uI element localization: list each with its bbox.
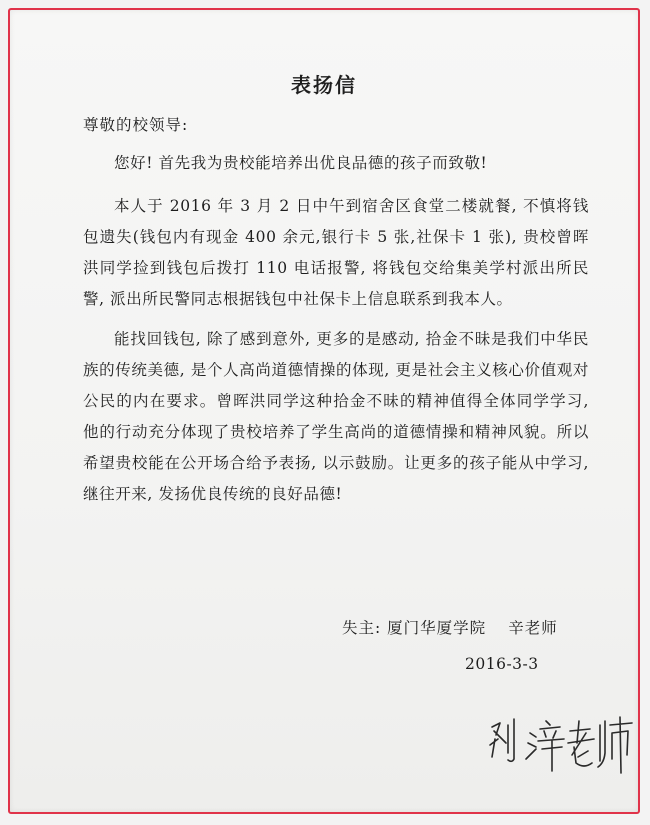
paragraph-incident: 本人于 2016 年 3 月 2 日中午到宿舍区食堂二楼就餐, 不慎将钱包遗失(钱包内有现金 400 余元,银行卡 5 张,社保卡 1 张), 贵校曾晖洪同学捡到钱包后拨打 110 电话报警, 将钱包交给集美学村派出所民警, 派出所民警同志根据钱包中社保卡上信息联系到我本人。 — [83, 197, 589, 308]
paragraph-greeting: 您好! 首先我为贵校能培养出优良品德的孩子而致敬! — [114, 154, 488, 172]
letter-date: 2016-3-3 — [465, 655, 539, 673]
sender-name: 辛老师 — [508, 619, 558, 637]
handwritten-signature — [486, 713, 634, 775]
letter-page — [8, 8, 640, 814]
sender-school: 厦门华厦学院 — [387, 619, 487, 637]
sender-label: 失主: — [342, 619, 382, 637]
letter-body — [83, 148, 589, 519]
letter-title: 表扬信 — [291, 73, 357, 97]
sender-line — [342, 616, 558, 638]
paragraph-praise: 能找回钱包, 除了感到意外, 更多的是感动, 拾金不昧是我们中华民族的传统美德, 是个人高尚道德情操的体现, 更是社会主义核心价值观对公民的内在要求。曾晖洪同学这种拾金不昧的精神值得全体同学学习, 他的行动充分体现了贵校培养了学生高尚的道德情操和精神风貌。所以希望贵校能在公开场合给予表扬, 以示鼓励。让更多的孩子能从中学习, 继往开来, 发扬优良传统的良好品德! — [83, 330, 589, 503]
salutation: 尊敬的校领导: — [83, 116, 189, 134]
